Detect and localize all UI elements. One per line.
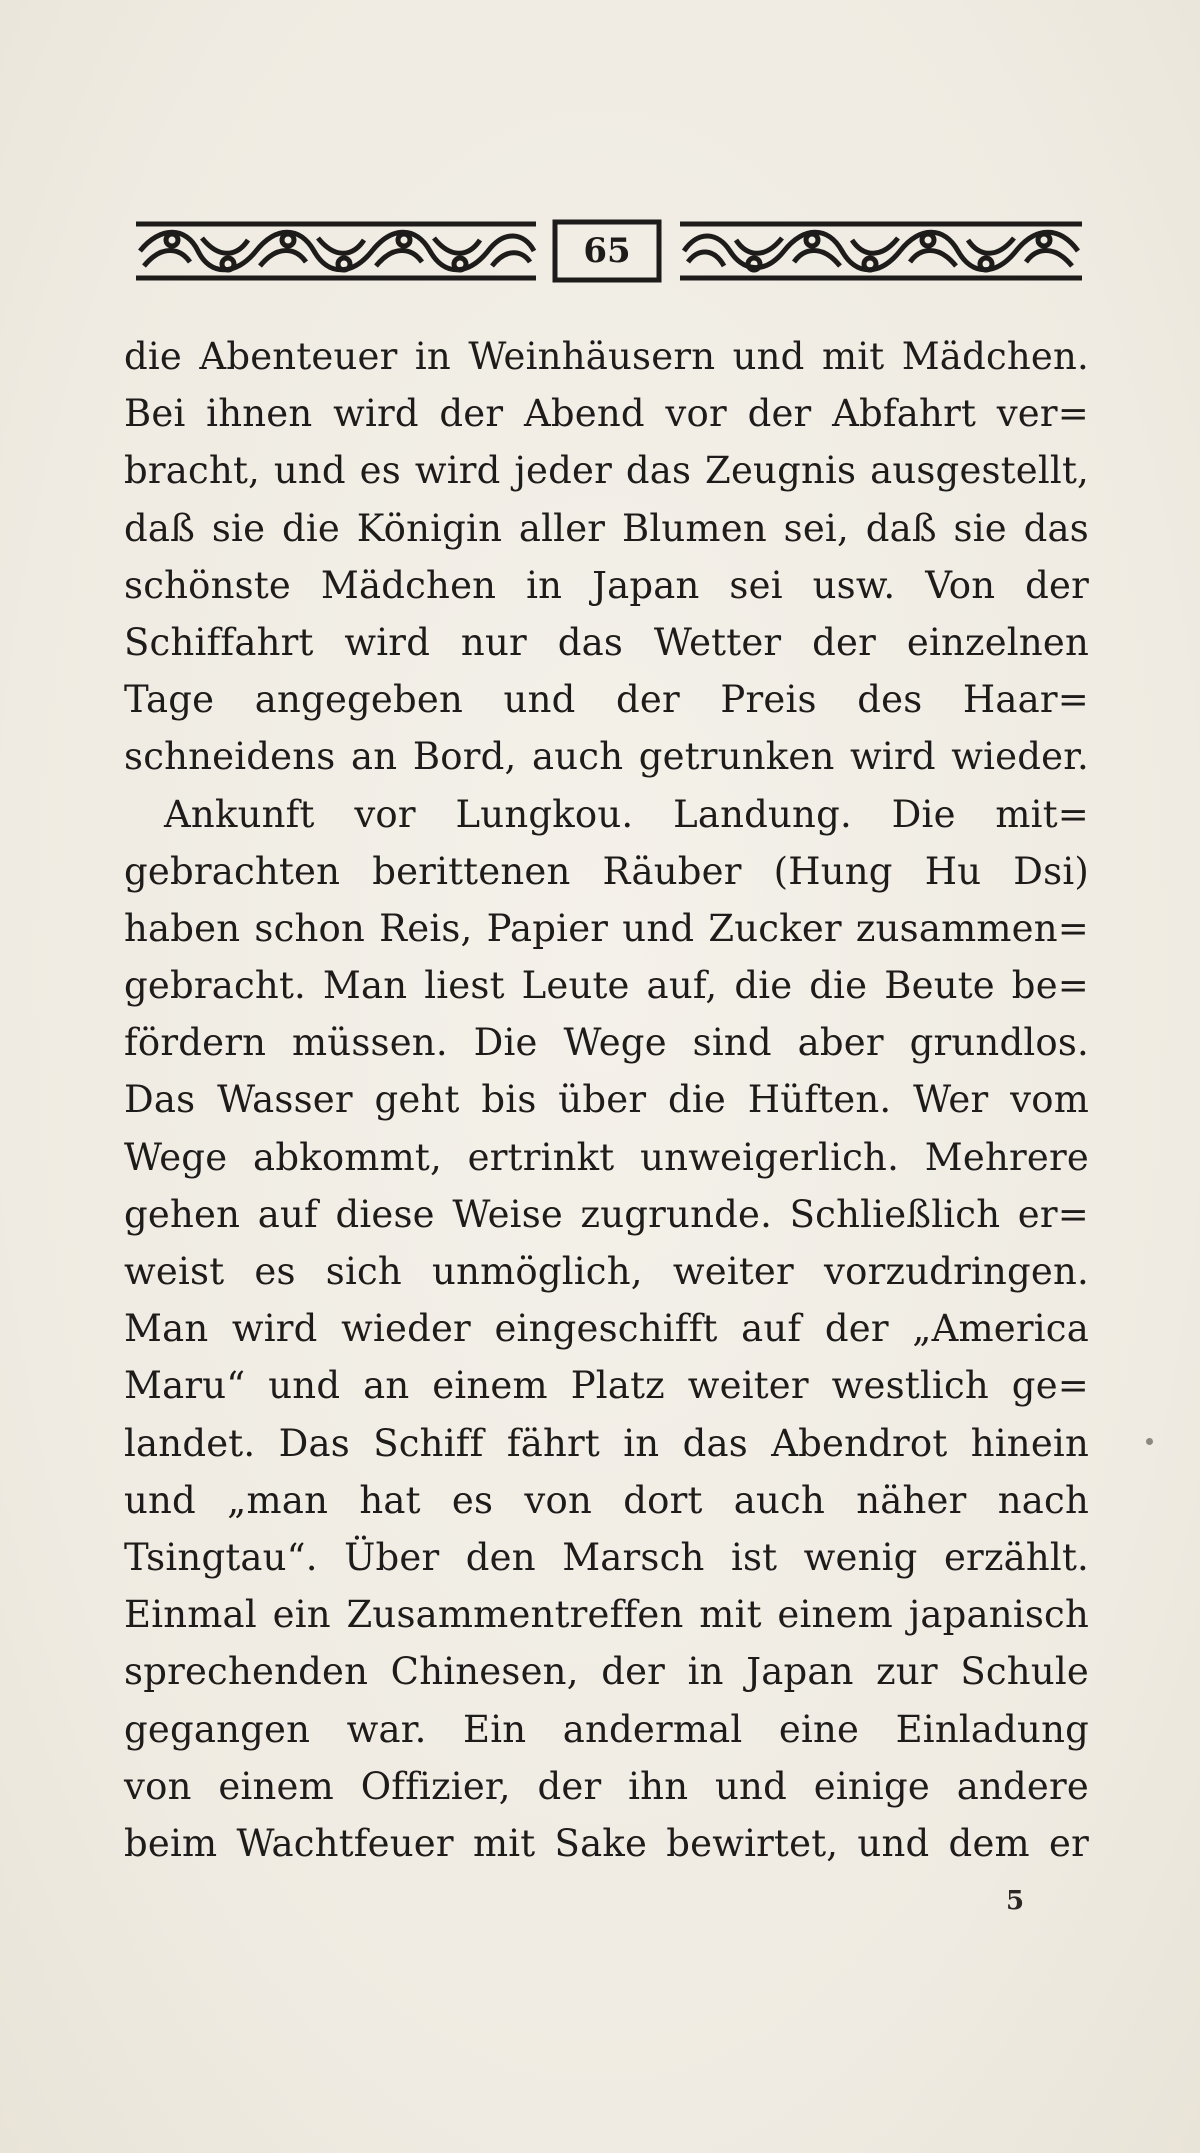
text-line: Tsingtau“. Über den Marsch ist wenig erzählt. [124,1535,1089,1579]
text-line: bracht, und es wird jeder das Zeugnis ausgestellt, [124,449,1089,493]
text-line: landet. Das Schiff fährt in das Abendrot hinein [124,1421,1089,1465]
body-text [124,328,1089,1872]
text-line: Ankunft vor Lungkou. Landung. Die mit= [164,792,1089,836]
text-line: Maru“ und an einem Platz weiter westlich ge= [124,1364,1089,1408]
text-line: Man wird wieder eingeschifft auf der „America [124,1307,1089,1351]
text-line: schneidens an Bord, auch getrunken wird wieder. [124,735,1089,779]
text-line: Tage angegeben und der Preis des Haar= [124,678,1089,722]
page-header-ornament [132,218,1086,284]
text-line: die Abenteuer in Weinhäusern und mit Mädchen. [124,335,1089,378]
text-line: daß sie die Königin aller Blumen sei, daß sie das [124,506,1089,550]
text-line: sprechenden Chinesen, der in Japan zur Schule [124,1650,1089,1694]
text-line: beim Wachtfeuer mit Sake bewirtet, und dem er [124,1821,1089,1865]
text-line: fördern müssen. Die Wege sind aber grundlos. [124,1021,1089,1065]
paper-speck [1146,1438,1153,1445]
page-number: 65 [583,231,631,271]
text-line: Einmal ein Zusammentreffen mit einem japanisch [124,1593,1089,1637]
text-line: von einem Offizier, der ihn und einige andere [124,1764,1089,1808]
text-line: gebrachten berittenen Räuber (Hung Hu Dsi) [124,849,1089,893]
text-line: weist es sich unmöglich, weiter vorzudringen. [124,1250,1089,1293]
text-line: und „man hat es von dort auch näher nach [124,1478,1089,1522]
text-line: Bei ihnen wird der Abend vor der Abfahrt ver= [124,392,1089,436]
text-line: schönste Mädchen in Japan sei usw. Von der [124,563,1089,607]
text-line: haben schon Reis, Papier und Zucker zusammen= [124,906,1089,950]
text-line: gebracht. Man liest Leute auf, die die Beute be= [124,964,1089,1008]
text-line: Schiffahrt wird nur das Wetter der einzelnen [124,620,1089,664]
signature-mark: 5 [1006,1886,1025,1916]
text-line: gegangen war. Ein andermal eine Einladung [124,1707,1089,1751]
text-line: Wege abkommt, ertrinkt unweigerlich. Mehrere [124,1135,1089,1179]
text-line: gehen auf diese Weise zugrunde. Schließlich er= [124,1192,1089,1236]
text-line: Das Wasser geht bis über die Hüften. Wer vom [124,1078,1089,1122]
